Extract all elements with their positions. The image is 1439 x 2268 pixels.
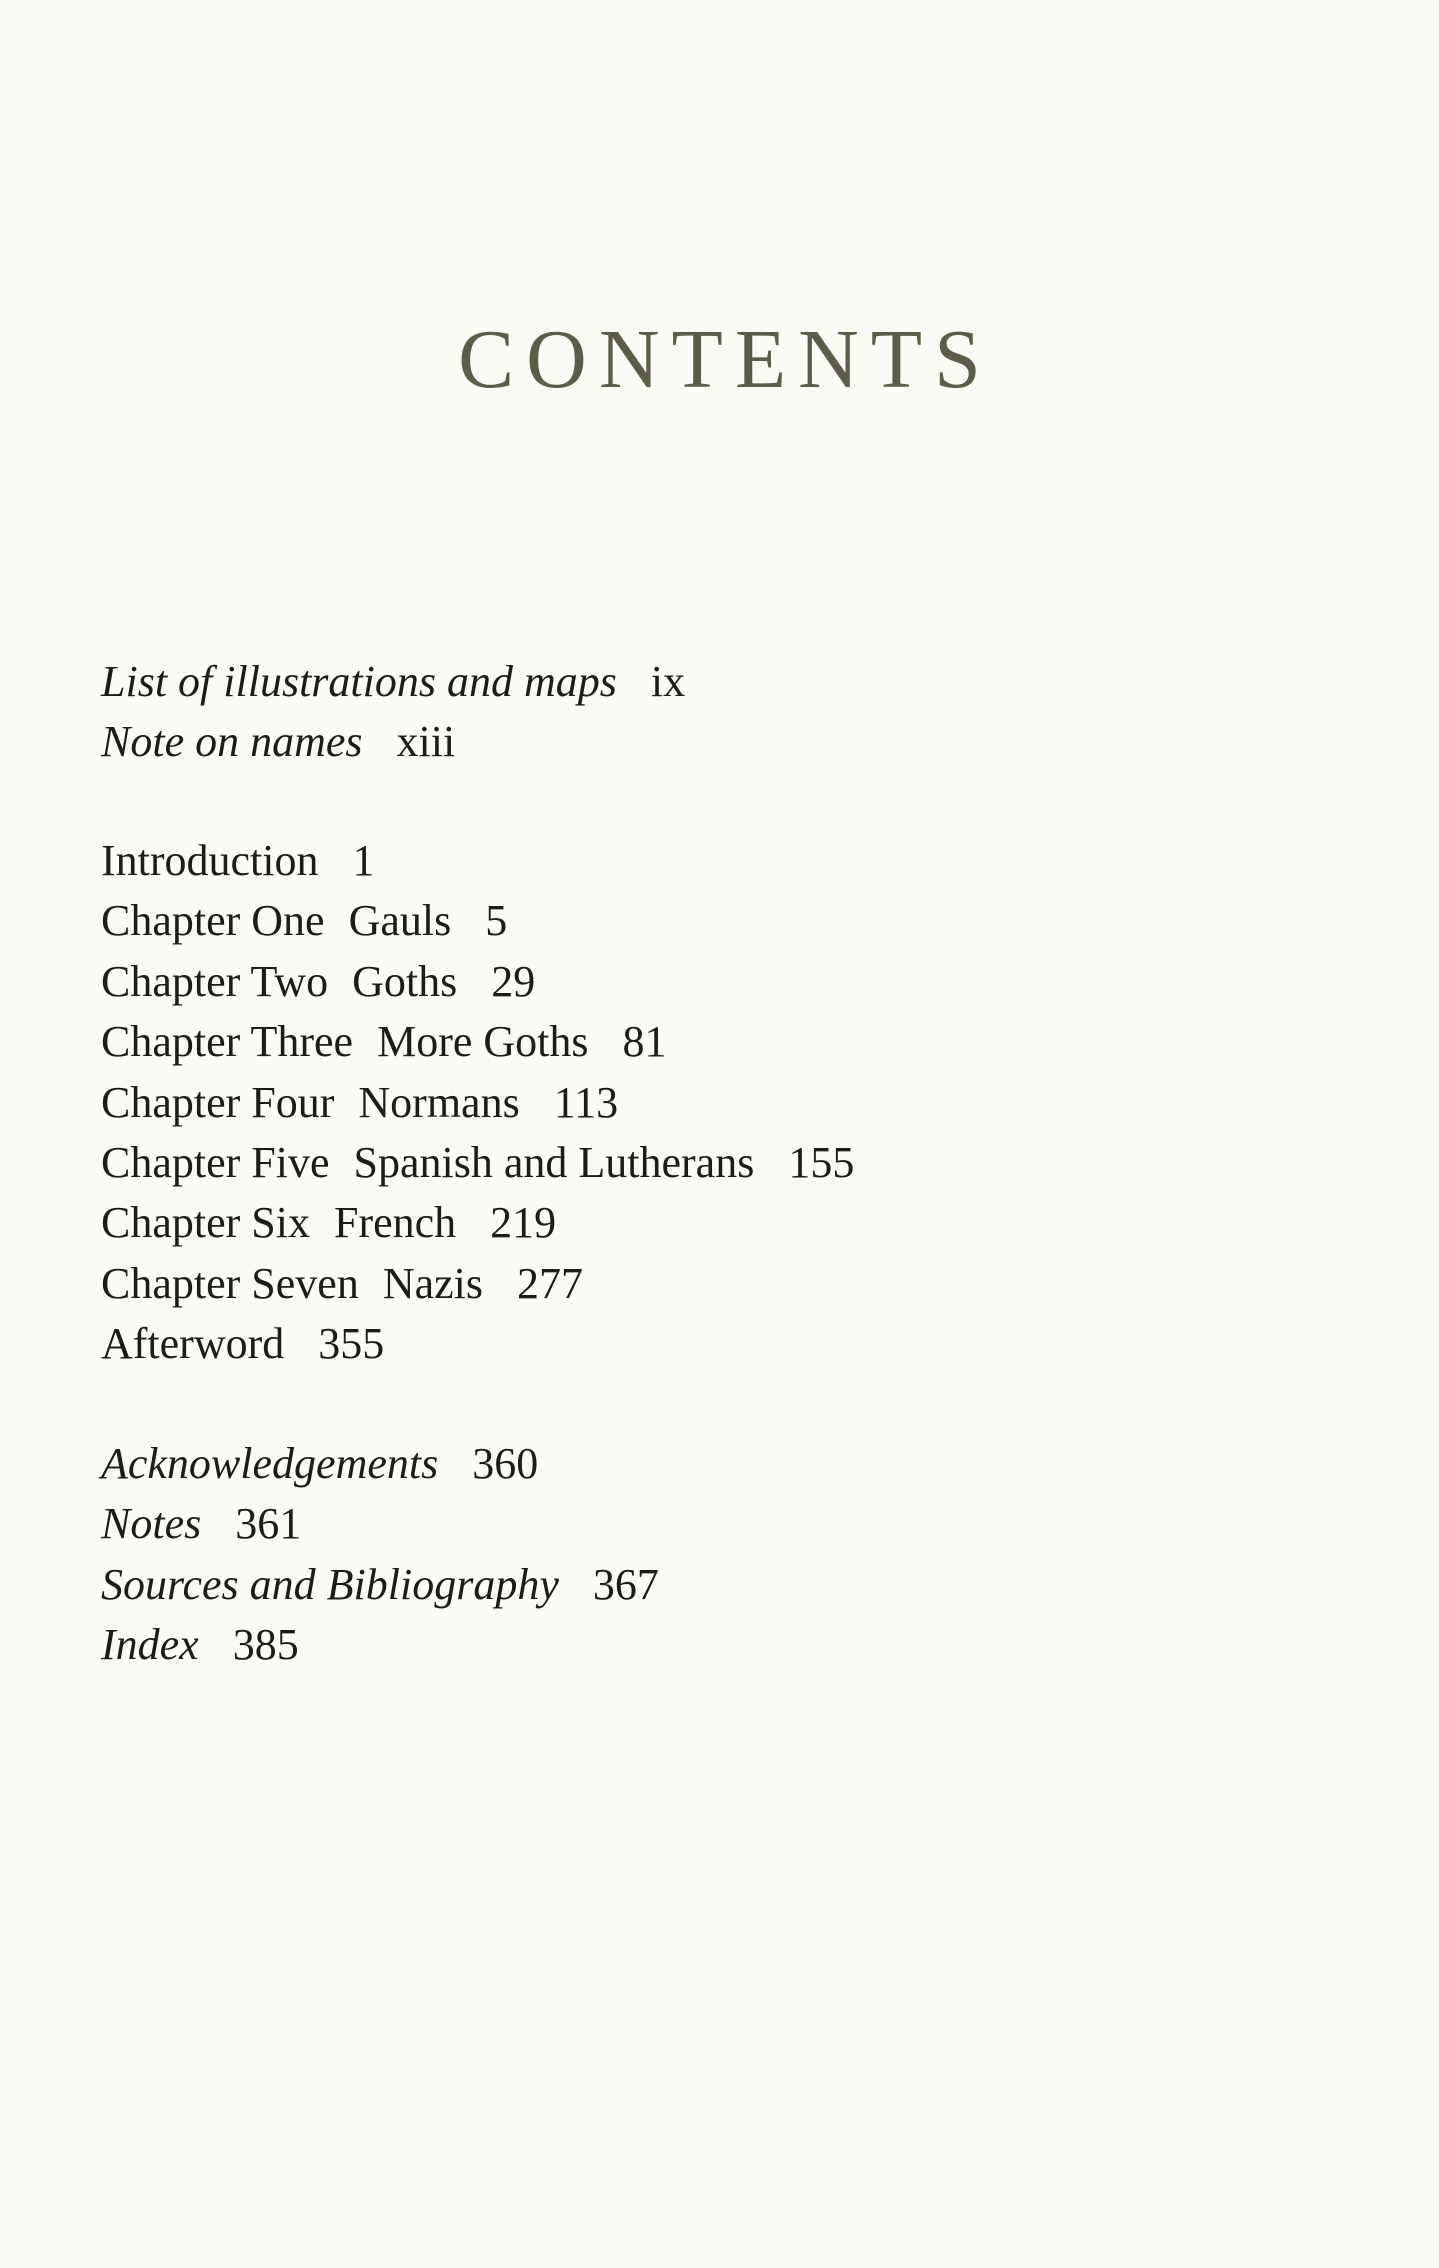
- toc-entry-page: 81: [622, 1017, 667, 1067]
- toc-entry-notes: [101, 1494, 659, 1554]
- toc-entry-chapter-seven: [101, 1254, 854, 1314]
- toc-entry-chapter-six: [101, 1193, 854, 1253]
- toc-entry-introduction: [101, 831, 854, 891]
- toc-entry-label: Notes: [101, 1499, 202, 1549]
- toc-entry-page: 367: [592, 1559, 659, 1609]
- toc-entry-acknowledgements: [101, 1434, 659, 1494]
- chapter-title: Normans: [358, 1077, 520, 1127]
- chapter-number: Chapter Six: [101, 1198, 310, 1248]
- toc-entry-label: List of illustrations and maps: [101, 657, 617, 706]
- toc-entry-page: 1: [352, 836, 375, 885]
- toc-entry-page: 113: [553, 1077, 619, 1127]
- toc-entry-chapter-three: [101, 1012, 854, 1072]
- chapter-title: Nazis: [382, 1258, 483, 1308]
- chapter-title: Gauls: [348, 896, 452, 946]
- chapter-number: Chapter Five: [101, 1137, 330, 1187]
- chapter-number: Chapter Four: [101, 1077, 335, 1127]
- back-matter-list: [101, 1434, 659, 1676]
- toc-entry-page: 219: [490, 1198, 557, 1248]
- toc-entry-page: 355: [318, 1319, 385, 1369]
- chapter-title: More Goths: [377, 1017, 589, 1067]
- toc-entry-chapter-one: [101, 891, 854, 951]
- chapter-list: [101, 831, 854, 1375]
- chapter-title: Goths: [352, 956, 458, 1006]
- toc-entry-page: 5: [485, 896, 508, 946]
- toc-entry-page: 277: [517, 1258, 583, 1308]
- toc-entry-chapter-four: [101, 1073, 854, 1133]
- toc-entry-illustrations: [101, 652, 685, 712]
- toc-entry-page: 361: [235, 1499, 302, 1549]
- toc-entry-label: Index: [101, 1620, 199, 1670]
- toc-entry-label: Acknowledgements: [101, 1439, 439, 1488]
- toc-entry-chapter-two: [101, 952, 854, 1012]
- toc-entry-label: Note on names: [101, 717, 363, 767]
- chapter-number: Chapter One: [101, 896, 325, 946]
- chapter-number: Introduction: [101, 836, 319, 885]
- page-title: CONTENTS: [458, 313, 993, 406]
- toc-entry-chapter-five: [101, 1133, 854, 1193]
- toc-entry-afterword: [101, 1314, 854, 1374]
- chapter-title: Spanish and Lutherans: [353, 1137, 755, 1187]
- toc-entry-page: 360: [472, 1439, 539, 1488]
- toc-entry-sources: [101, 1555, 659, 1615]
- chapter-number: Chapter Seven: [101, 1258, 359, 1308]
- toc-entry-page: 155: [788, 1137, 855, 1187]
- toc-entry-page: 385: [232, 1620, 299, 1670]
- chapter-title: French: [333, 1198, 457, 1248]
- chapter-number: Chapter Three: [101, 1017, 354, 1067]
- toc-entry-page: 29: [491, 956, 536, 1006]
- toc-entry-note-on-names: [101, 712, 685, 772]
- chapter-number: Chapter Two: [101, 956, 329, 1006]
- toc-entry-page: xiii: [396, 717, 456, 767]
- toc-entry-page: ix: [650, 657, 686, 706]
- toc-entry-label: Sources and Bibliography: [101, 1559, 559, 1609]
- front-matter-list: [101, 652, 685, 773]
- chapter-number: Afterword: [101, 1319, 285, 1369]
- toc-entry-index: [101, 1615, 659, 1675]
